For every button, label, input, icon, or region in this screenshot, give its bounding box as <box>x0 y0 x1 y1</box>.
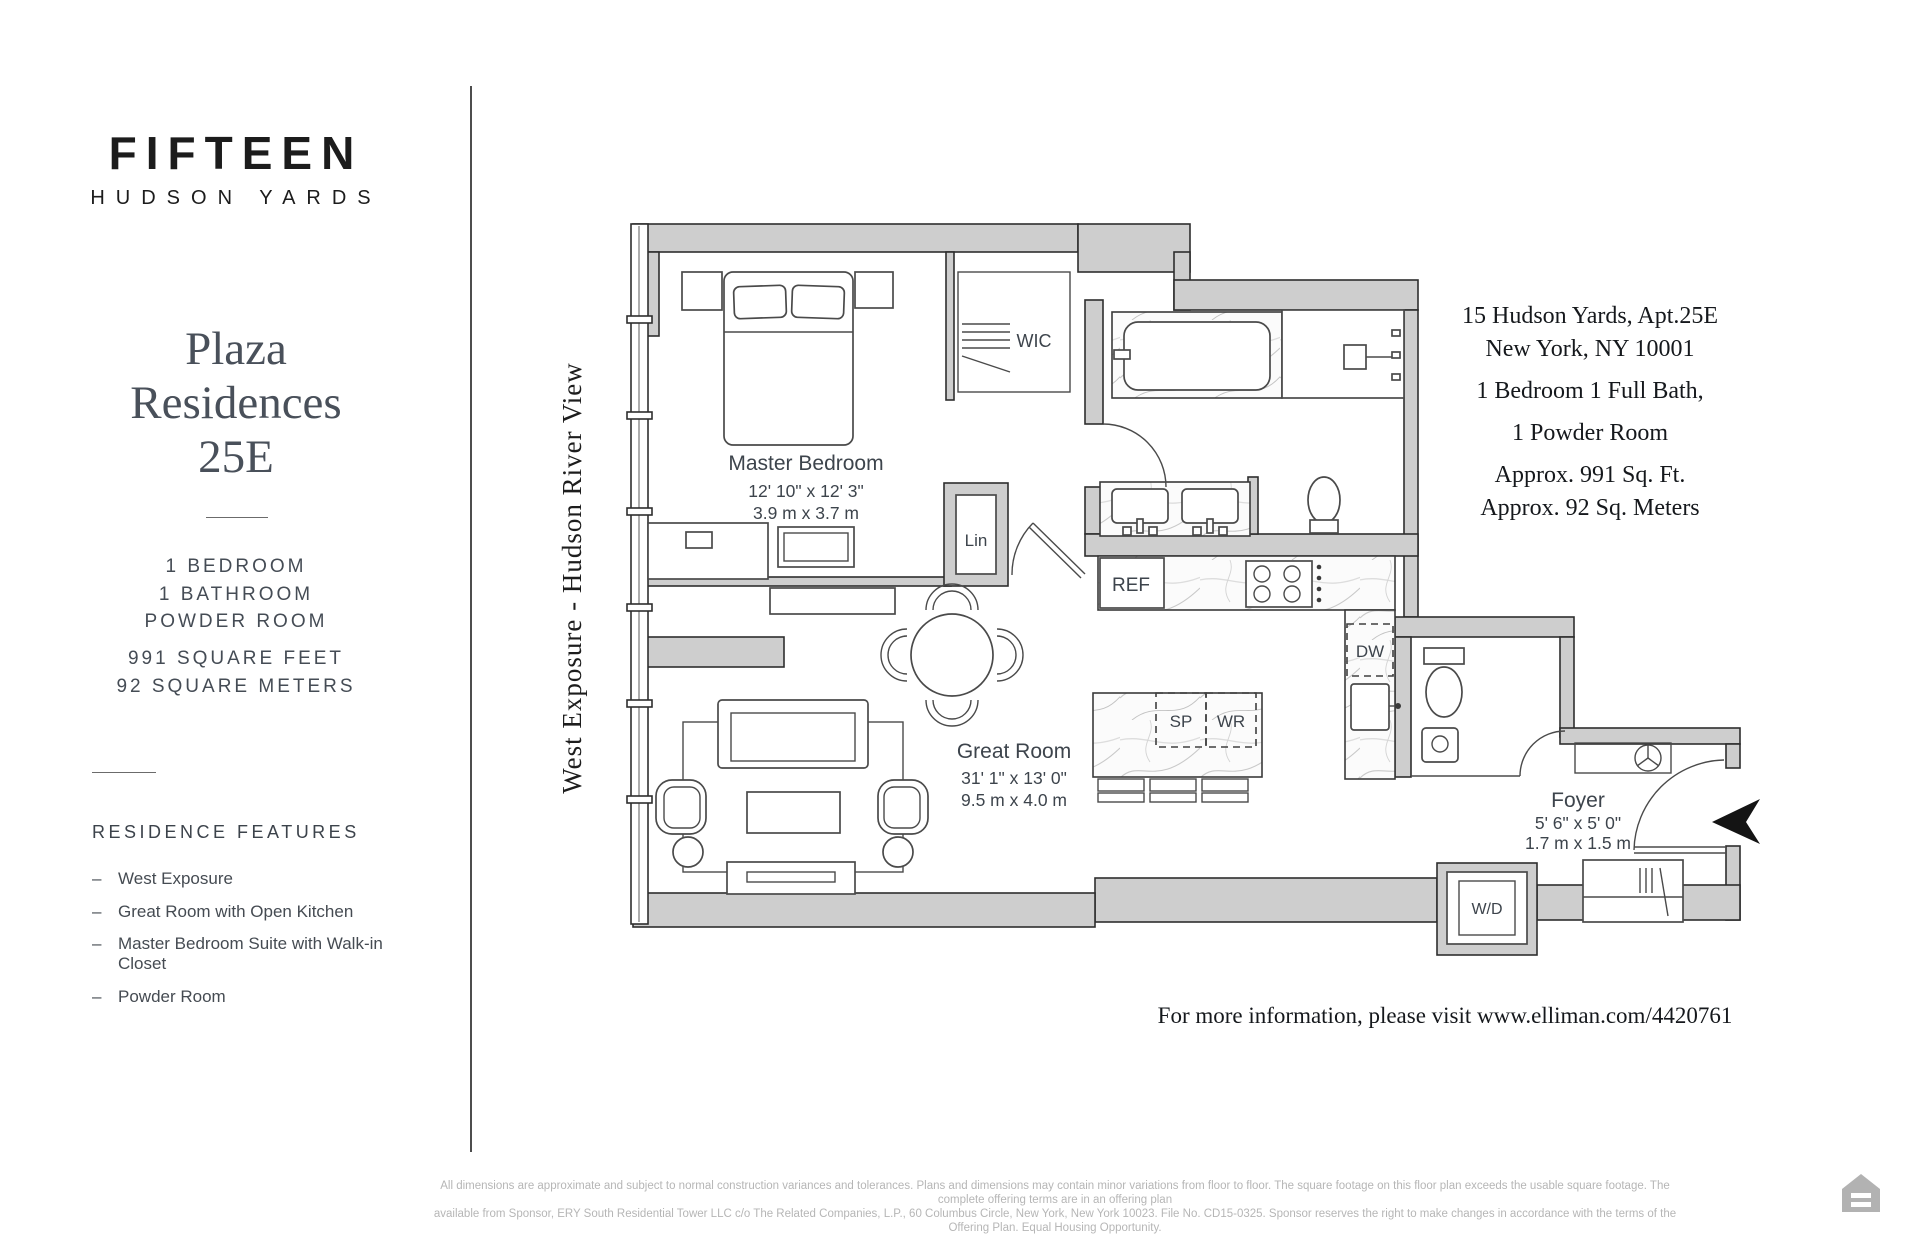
sink-faucet <box>1137 519 1143 533</box>
powder-toilet-bowl <box>1426 667 1462 717</box>
exposure-label: West Exposure - Hudson River View <box>557 362 587 794</box>
window-mullion <box>627 604 652 611</box>
round-decor-spoke <box>1648 758 1659 766</box>
dresser-decor <box>686 532 712 548</box>
feature-bullet: – <box>92 986 102 1006</box>
nightstand-left <box>682 272 722 310</box>
equal-housing-icon <box>1838 1170 1884 1216</box>
area-line: 92 SQUARE METERS <box>116 675 356 697</box>
address-line: New York, NY 10001 <box>1485 336 1695 362</box>
label-refrigerator: REF <box>1112 575 1150 596</box>
powder-line: 1 Powder Room <box>1512 420 1668 446</box>
window-mullion <box>627 316 652 323</box>
toilet-tank <box>1310 520 1338 533</box>
dining-chair <box>926 584 978 610</box>
powder-sink <box>1422 728 1458 762</box>
feature-text: West Exposure <box>118 869 233 888</box>
stool <box>1202 793 1248 802</box>
round-decor-spoke <box>1637 758 1648 766</box>
stool <box>1202 779 1248 791</box>
room-dims-ft: 12' 10" x 12' 3" <box>748 481 864 501</box>
title-line: 25E <box>198 431 274 484</box>
tub-faucet <box>1114 350 1130 359</box>
disclaimer-line: available from Sponsor, ERY South Residential Tower LLC c/o The Related Companies, L.P., 60 Columbus Circle, New York, New York 10023. File No. CD15-0325. Sponsor reserves the right to make changes in accordance with the terms of the Offering Plan. Equal Housing Opportunity. <box>433 1208 1677 1234</box>
entry-arrow-icon <box>1712 799 1760 844</box>
feature-text: Great Room with Open Kitchen <box>118 901 354 921</box>
closet-rod-diagonal <box>962 356 1010 372</box>
wall-bedroom-east <box>946 252 954 400</box>
room-dims-ft: 31' 1" x 13' 0" <box>961 768 1067 788</box>
vanity-sink <box>1112 489 1168 523</box>
kitchen-island <box>1093 693 1262 802</box>
title-line: Residences <box>130 377 342 430</box>
faucet-handle <box>1149 527 1157 535</box>
vanity-sink <box>1182 489 1238 523</box>
cooktop-knob <box>1317 576 1322 581</box>
shower-jet <box>1392 330 1400 336</box>
title-line: Plaza <box>185 323 287 375</box>
address-line: 15 Hudson Yards, Apt.25E <box>1461 303 1719 329</box>
side-table <box>883 837 913 867</box>
bedroom-door-leaf <box>1029 527 1081 578</box>
wall-bottom-left <box>633 893 1095 927</box>
shower <box>1282 310 1404 398</box>
room-label-foyer: Foyer <box>1551 789 1605 812</box>
powder-toilet-tank <box>1424 648 1464 664</box>
label-linen: Lin <box>964 531 988 550</box>
listing-info <box>1400 300 1780 525</box>
window-mullion <box>627 508 652 515</box>
stool <box>1150 793 1196 802</box>
faucet-handle <box>1123 527 1131 535</box>
sideboard <box>770 588 895 614</box>
stool <box>1150 779 1196 791</box>
stool <box>1098 793 1144 802</box>
shower-jet <box>1392 374 1400 380</box>
stool <box>1098 779 1144 791</box>
summary-line: POWDER ROOM <box>144 611 328 632</box>
faucet-handle <box>1219 527 1227 535</box>
beds-baths: 1 Bedroom 1 Full Bath, <box>1476 378 1704 404</box>
kitchen-sink <box>1351 684 1389 730</box>
walk-in-closet <box>958 272 1070 392</box>
window-mullion <box>627 796 652 803</box>
cooktop-knob <box>1317 565 1322 570</box>
media-console <box>727 862 855 894</box>
window-mullion <box>627 700 652 707</box>
room-dims-m: 1.7 m x 1.5 m <box>1524 833 1632 853</box>
equal-bar <box>1851 1193 1871 1198</box>
wall-bath-west-upper <box>1085 300 1103 424</box>
window-mullion <box>627 412 652 419</box>
sqft-line: Approx. 991 Sq. Ft. <box>1494 462 1686 488</box>
summary-line: 1 BEDROOM <box>165 556 307 577</box>
sqm-line: Approx. 92 Sq. Meters <box>1480 495 1700 521</box>
feature-bullet: – <box>92 901 102 921</box>
wall-corner-block <box>1078 224 1190 272</box>
room-label-great-room: Great Room <box>956 740 1072 763</box>
area-line: 991 SQUARE FEET <box>127 648 345 669</box>
coffee-table <box>747 792 840 833</box>
wall-top-bath <box>1174 280 1418 310</box>
dining-chair <box>926 700 978 726</box>
room-label-master-bedroom: Master Bedroom <box>728 452 884 475</box>
island-stools <box>1098 779 1248 802</box>
wall-bath-south <box>1085 534 1418 556</box>
sofa <box>718 700 868 768</box>
dining-chair <box>997 629 1023 681</box>
label-wic: WIC <box>1016 331 1052 351</box>
wall-foyer-top <box>1560 728 1740 744</box>
wall-stub-great-room <box>633 637 784 667</box>
shower-jet <box>1392 352 1400 358</box>
island-counter <box>1093 693 1262 777</box>
sink-faucet <box>1207 519 1213 533</box>
features-heading: RESIDENCE FEATURES <box>92 822 360 842</box>
powder-room <box>1411 648 1565 776</box>
faucet-handle <box>1193 527 1201 535</box>
wall-bottom-mid <box>1095 878 1437 922</box>
feature-bullet: – <box>92 869 102 888</box>
dining-table <box>911 614 993 696</box>
logo-name: FIFTEEN <box>108 127 364 179</box>
feature-bullet: – <box>92 934 102 953</box>
bath-door-arc <box>1103 424 1166 487</box>
summary-line: 1 BATHROOM <box>158 583 314 605</box>
wall-top-bedroom <box>633 224 1078 252</box>
master-bedroom <box>648 272 893 579</box>
toilet-bowl <box>1308 477 1340 523</box>
label-dishwasher: DW <box>1355 642 1385 661</box>
more-info-link: For more information, please visit www.elliman.com/4420761 <box>1157 1003 1733 1028</box>
dining-chair <box>881 629 907 681</box>
legal-disclaimer <box>420 1179 1690 1235</box>
cooktop-knob <box>1317 587 1322 592</box>
label-speed-oven: SP <box>1169 712 1193 731</box>
room-dims-ft: 5' 6" x 5' 0" <box>1534 813 1622 833</box>
side-table <box>673 837 703 867</box>
bathtub <box>1124 322 1270 390</box>
cooktop-knob <box>1317 598 1322 603</box>
logo-subname: HUDSON YARDS <box>90 187 382 209</box>
room-dims-m: 3.9 m x 3.7 m <box>752 503 860 523</box>
pillow <box>791 285 844 319</box>
equal-bar <box>1851 1202 1871 1207</box>
kitchen-faucet-head <box>1395 703 1401 709</box>
pillow <box>733 285 786 319</box>
disclaimer-line: All dimensions are approximate and subject to normal construction variances and tolerances. Plans and dimensions may contain minor variations from floor to floor. The square footage on this floor plan exceeds the usable square footage. The complete offering terms are in an offering plan <box>440 1180 1670 1206</box>
shower-control <box>1344 345 1366 369</box>
nightstand-right <box>855 272 893 308</box>
wall-entry-jamb-top <box>1726 744 1740 768</box>
room-dims-m: 9.5 m x 4.0 m <box>960 790 1068 810</box>
label-washer-dryer: W/D <box>1471 901 1503 918</box>
wall-powder-right <box>1560 637 1574 737</box>
label-wine-ref: WR <box>1216 712 1246 731</box>
powder-door-arc <box>1520 731 1565 776</box>
bedroom-door-arc <box>1012 523 1033 575</box>
feature-text: Master Bedroom Suite with Walk-in Closet <box>118 934 383 973</box>
wall-powder-top <box>1395 617 1574 637</box>
great-room-furniture <box>656 584 1023 894</box>
feature-text: Powder Room <box>118 986 226 1006</box>
bedroom-door-leaf <box>1033 523 1085 574</box>
